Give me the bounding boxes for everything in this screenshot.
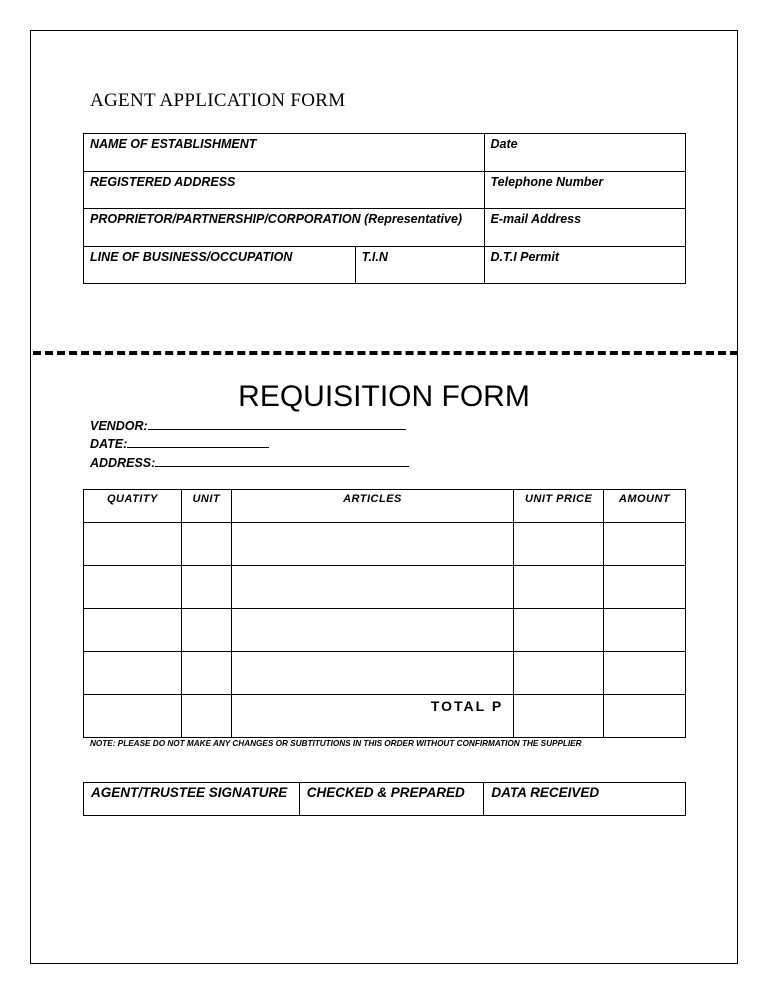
email-field[interactable]: E-mail Address [484,209,685,247]
total-row [84,695,686,738]
date-field[interactable]: Date [484,134,685,172]
column-header-quantity: QUATITY [84,490,182,523]
proprietor-field[interactable]: PROPRIETOR/PARTNERSHIP/CORPORATION (Representative) [84,209,485,247]
total-unit-price-cell[interactable] [514,695,604,738]
table-cell[interactable] [231,523,513,566]
table-cell[interactable] [231,609,513,652]
table-cell[interactable] [84,695,182,738]
vendor-label: VENDOR: [90,419,148,433]
table-cell[interactable] [514,523,604,566]
date-input-line[interactable] [127,436,269,448]
table-cell[interactable] [181,695,231,738]
address-input-line[interactable] [155,455,409,467]
date-label: DATE: [90,437,128,451]
table-cell[interactable] [181,566,231,609]
table-row [84,609,686,652]
table-row [84,523,686,566]
vendor-field[interactable] [90,418,406,433]
note-text: NOTE: PLEASE DO NOT MAKE ANY CHANGES OR SUBTITUTIONS IN THIS ORDER WITHOUT CONFIRMATION THE SUPPLIER [90,739,582,748]
cut-line-divider [33,351,738,355]
checked-prepared-field[interactable]: CHECKED & PREPARED [299,783,484,816]
table-cell[interactable] [604,523,686,566]
table-cell[interactable] [604,652,686,695]
total-label: TOTAL P [231,695,513,738]
table-cell[interactable] [514,609,604,652]
table-cell[interactable] [84,652,182,695]
column-header-amount: AMOUNT [604,490,686,523]
table-cell[interactable] [231,652,513,695]
agent-form-title: AGENT APPLICATION FORM [90,90,346,111]
agent-form-table [83,133,686,284]
address-label: ADDRESS: [90,456,156,470]
table-cell[interactable] [84,566,182,609]
column-header-unit: UNIT [181,490,231,523]
requisition-form-title: REQUISITION FORM [238,380,530,413]
telephone-field[interactable]: Telephone Number [484,171,685,209]
agent-trustee-signature-field[interactable]: AGENT/TRUSTEE SIGNATURE [84,783,300,816]
line-of-business-field[interactable]: LINE OF BUSINESS/OCCUPATION [84,246,356,284]
table-row [84,652,686,695]
table-cell[interactable] [181,652,231,695]
column-header-articles: ARTICLES [231,490,513,523]
total-amount-cell[interactable] [604,695,686,738]
table-cell[interactable] [604,566,686,609]
table-cell[interactable] [514,652,604,695]
column-header-unit-price: UNIT PRICE [514,490,604,523]
requisition-table [83,489,686,738]
table-cell[interactable] [231,566,513,609]
signature-table [83,782,686,816]
data-received-field[interactable]: DATA RECEIVED [484,783,686,816]
table-row [84,566,686,609]
address-field[interactable] [90,455,409,470]
registered-address-field[interactable]: REGISTERED ADDRESS [84,171,485,209]
table-cell[interactable] [181,523,231,566]
table-cell[interactable] [604,609,686,652]
dti-permit-field[interactable]: D.T.I Permit [484,246,685,284]
table-cell[interactable] [514,566,604,609]
table-cell[interactable] [84,523,182,566]
vendor-input-line[interactable] [148,418,406,430]
date-field-req[interactable] [90,436,269,451]
table-cell[interactable] [84,609,182,652]
name-of-establishment-field[interactable]: NAME OF ESTABLISHMENT [84,134,485,172]
tin-field[interactable]: T.I.N [355,246,484,284]
table-cell[interactable] [181,609,231,652]
